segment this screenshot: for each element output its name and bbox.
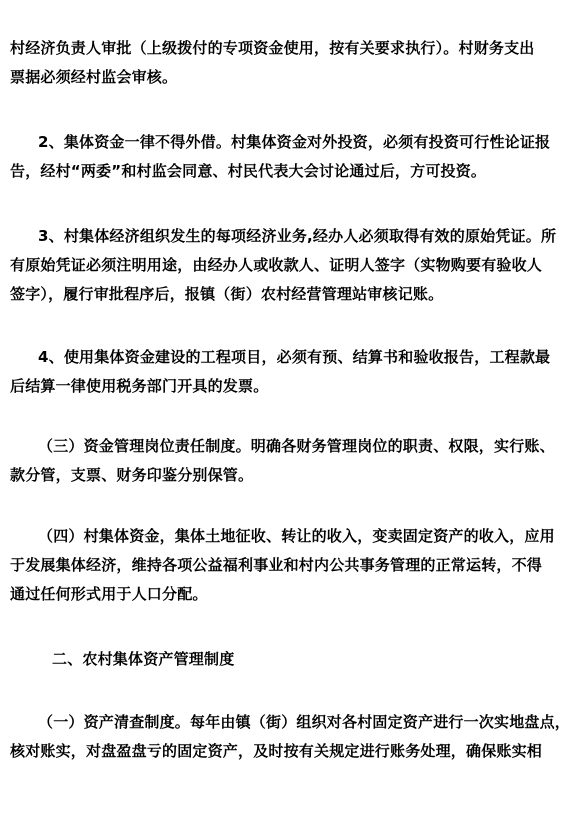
text-line: 3、村集体经济组织发生的每项经济业务,经办人必须取得有效的原始凭证。所 — [38, 227, 557, 245]
text-line: 后结算一律使用税务部门开具的发票。 — [10, 377, 269, 395]
paragraph-item-4 — [0, 343, 578, 401]
paragraph-section-3 — [0, 432, 578, 490]
text-line: 款分管，支票、财务印鉴分别保管。 — [10, 466, 254, 484]
heading-line: 二、农村集体资产管理制度 — [52, 650, 235, 668]
paragraph-item-2 — [0, 128, 578, 186]
text-line: 核对账实，对盘盈盘亏的固定资产，及时按有关规定进行账务处理，确保账实相 — [10, 742, 543, 760]
section-heading — [0, 645, 578, 674]
paragraph-approval — [0, 34, 578, 92]
paragraph-asset-audit — [0, 708, 578, 766]
paragraph-item-3 — [0, 222, 578, 309]
text-line: 2、集体资金一律不得外借。村集体资金对外投资，必须有投资可行性论证报 — [38, 133, 551, 151]
text-line: （三）资金管理岗位责任制度。明确各财务管理岗位的职责、权限，实行账、 — [38, 437, 555, 455]
text-line: 签字），履行审批程序后，报镇（街）农村经营管理站审核记账。 — [10, 285, 444, 303]
text-line: 通过任何形式用于人口分配。 — [10, 585, 208, 603]
text-line: 于发展集体经济，维持各项公益福利事业和村内公共事务管理的正常运转，不得 — [10, 556, 543, 574]
text-line: 有原始凭证必须注明用途，由经办人或收款人、证明人签字（实物购要有验收人 — [10, 256, 543, 274]
paragraph-section-4 — [0, 522, 578, 609]
text-line: 4、使用集体资金建设的工程项目，必须有预、结算书和验收报告，工程款最 — [38, 348, 551, 366]
text-line: 村经济负责人审批（上级拨付的专项资金使用，按有关要求执行）。村财务支出 — [10, 39, 535, 57]
text-line: （四）村集体资金，集体土地征收、转让的收入，变卖固定资产的收入，应用 — [38, 527, 555, 545]
text-line: （一）资产清查制度。每年由镇（街）组织对各村固定资产进行一次实地盘点， — [38, 713, 571, 731]
text-line: 票据必须经村监会审核。 — [10, 68, 178, 86]
text-line: 告，经村“两委”和村监会同意、村民代表大会讨论通过后，方可投资。 — [10, 162, 487, 180]
